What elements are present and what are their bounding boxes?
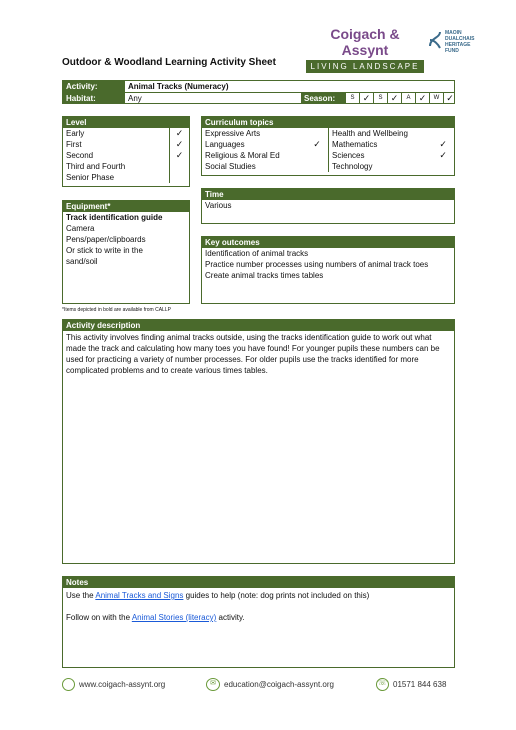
curriculum-tick: ✓: [313, 139, 321, 149]
equipment-item: Pens/paper/clipboards: [66, 235, 146, 244]
notes-line-1-pre: Use the: [66, 591, 96, 600]
curriculum-item: Mathematics: [332, 140, 378, 149]
level-tick: ✓: [169, 128, 189, 139]
curriculum-tick: [306, 150, 328, 161]
level-item: Second: [66, 151, 94, 160]
season-spring: S: [345, 93, 359, 104]
email-item[interactable]: [206, 678, 334, 691]
outcome-item: Identification of animal tracks: [205, 249, 309, 258]
notes-line-2: [63, 612, 454, 623]
season-label: Season:: [301, 93, 345, 104]
season-winter-tick: ✓: [443, 93, 456, 104]
level-tick: [169, 172, 189, 183]
brand-logo: [306, 26, 424, 73]
logo-sub-text: LIVING LANDSCAPE: [306, 60, 424, 73]
logo-main-text: Coigach & Assynt: [330, 26, 400, 58]
heritage-fund-logo: [428, 30, 488, 54]
curriculum-title: Curriculum topics: [202, 117, 454, 128]
season-autumn-tick: ✓: [415, 93, 429, 104]
description-title: Activity description: [63, 320, 454, 331]
website-text: www.coigach-assynt.org: [79, 680, 166, 689]
page-title: Outdoor & Woodland Learning Activity Sheet: [62, 57, 276, 68]
curriculum-table: [201, 116, 455, 176]
footer: [62, 676, 462, 694]
notes-line-1: [63, 590, 454, 601]
level-tick: ✓: [169, 150, 189, 161]
season-spring-tick: ✓: [359, 93, 373, 104]
level-tick: [169, 161, 189, 172]
envelope-icon: ✉: [206, 678, 220, 691]
level-item: Senior Phase: [66, 173, 115, 182]
equipment-item: Or stick to write in the: [66, 246, 143, 255]
fund-line-2: DUALCHAIS: [445, 36, 475, 42]
activity-value: Animal Tracks (Numeracy): [128, 82, 229, 91]
globe-icon: [62, 678, 75, 691]
notes-title: Notes: [63, 577, 454, 588]
habitat-value: Any: [128, 94, 142, 103]
level-table: [62, 116, 190, 187]
level-item: Third and Fourth: [66, 162, 126, 171]
curriculum-item: Health and Wellbeing: [332, 129, 408, 138]
phone-icon: ☏: [376, 678, 389, 691]
season-winter: W: [429, 93, 443, 104]
curriculum-tick: [432, 128, 454, 139]
fund-line-1: MAOIN: [445, 30, 462, 36]
email-text: education@coigach-assynt.org: [224, 680, 334, 689]
equipment-item: sand/soil: [66, 257, 98, 266]
outcomes-title: Key outcomes: [202, 237, 454, 248]
habitat-label: Habitat:: [63, 93, 125, 104]
phone-item[interactable]: [376, 678, 446, 691]
curriculum-item: Technology: [332, 162, 373, 171]
level-title: Level: [63, 117, 189, 128]
notes-line-2-pre: Follow on with the: [66, 613, 132, 622]
curriculum-tick: ✓: [439, 150, 447, 160]
time-value: Various: [205, 201, 232, 210]
curriculum-item: Sciences: [332, 151, 365, 160]
fund-icon: [428, 30, 442, 50]
curriculum-tick: [306, 161, 328, 172]
curriculum-item: Languages: [205, 140, 245, 149]
equipment-footnote: *Items depicted in bold are available from CALLP: [62, 307, 171, 313]
curriculum-item: Expressive Arts: [205, 129, 261, 138]
fund-line-4: FUND: [445, 48, 459, 54]
fund-line-3: HERITAGE: [445, 42, 471, 48]
level-tick: ✓: [169, 139, 189, 150]
curriculum-item: Social Studies: [205, 162, 256, 171]
outcomes-table: [201, 236, 455, 304]
curriculum-tick: [432, 161, 454, 172]
activity-label: Activity:: [63, 81, 125, 92]
description-text: This activity involves finding animal tracks outside, using the tracks identification guide to work out what made the track and calculating how many toes you have found! For younger pupils these numbers can be used for practicing a variety of number processes. For older pupils use the tracks identified for more complicated problems and to create various times tables.: [66, 333, 440, 375]
activity-table: [62, 80, 455, 104]
notes-line-1-post: guides to help (note: dog prints not included on this): [183, 591, 370, 600]
equipment-item: Camera: [66, 224, 95, 233]
time-title: Time: [202, 189, 454, 200]
season-autumn: A: [401, 93, 415, 104]
outcome-item: Create animal tracks times tables: [205, 271, 324, 280]
equipment-table: [62, 200, 190, 304]
time-table: [201, 188, 455, 224]
description-table: [62, 319, 455, 564]
website-item[interactable]: [62, 678, 165, 691]
season-summer-tick: ✓: [387, 93, 401, 104]
phone-text: 01571 844 638: [393, 680, 447, 689]
curriculum-item: Religious & Moral Ed: [205, 151, 280, 160]
animal-tracks-link[interactable]: Animal Tracks and Signs: [95, 591, 184, 600]
animal-stories-link[interactable]: Animal Stories (literacy): [131, 613, 217, 622]
notes-table: [62, 576, 455, 668]
level-item: Early: [66, 129, 85, 138]
curriculum-tick: [306, 128, 328, 139]
outcome-item: Practice number processes using numbers of animal track toes: [205, 260, 429, 269]
season-grid: [345, 93, 456, 104]
season-summer: S: [373, 93, 387, 104]
level-item: First: [66, 140, 82, 149]
notes-line-2-post: activity.: [216, 613, 245, 622]
equipment-title: Equipment*: [63, 201, 189, 212]
equipment-bold-item: Track identification guide: [66, 213, 163, 222]
curriculum-tick: ✓: [439, 139, 447, 149]
